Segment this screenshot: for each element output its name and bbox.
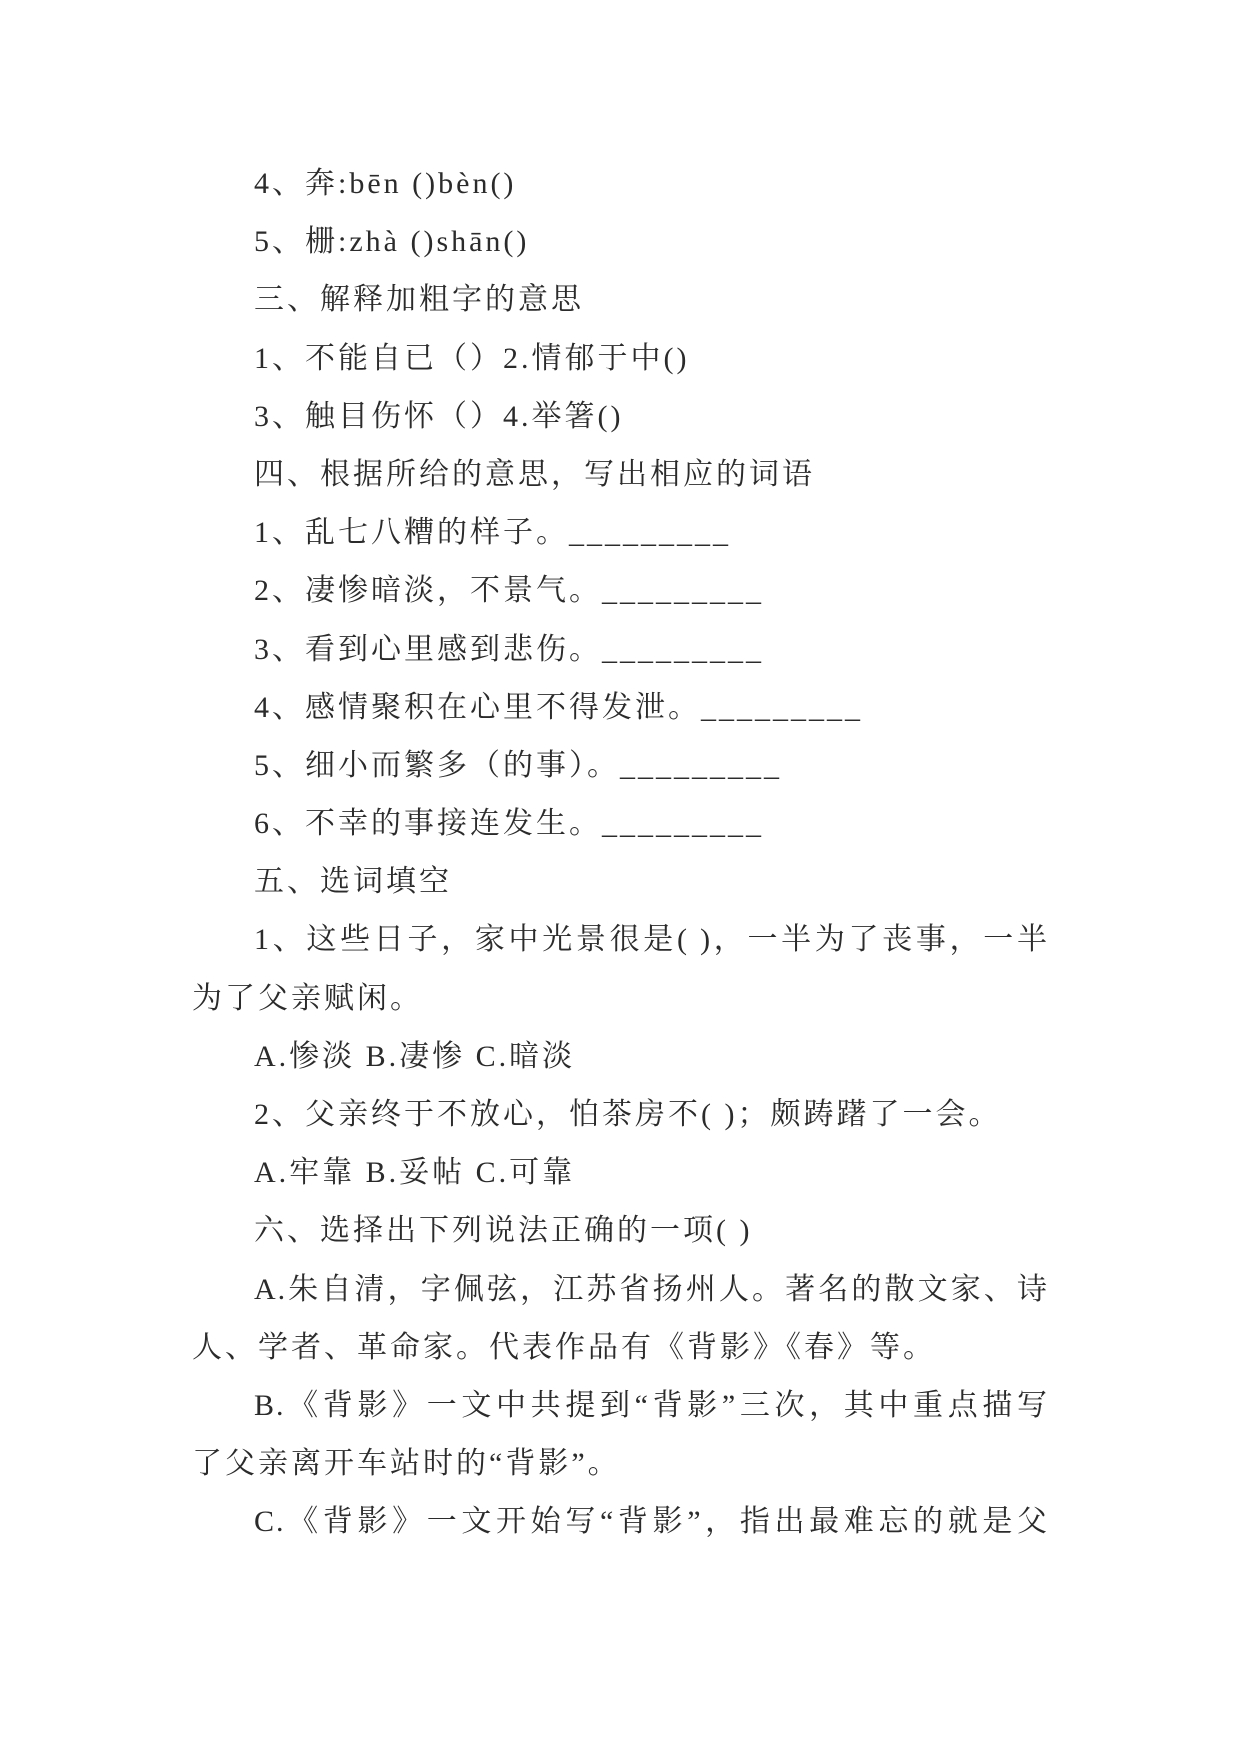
question-text: 为了父亲赋闲。 [192, 981, 423, 1015]
option-text: 了父亲离开车站时的“背影”。 [192, 1447, 621, 1481]
option-text: A.朱自清，字佩弦，江苏省扬州人。著名的散文家、诗 [254, 1272, 1049, 1306]
answer-choices: A.牢靠 B.妥帖 C.可靠 [254, 1156, 576, 1190]
fill-blank-item: 3、看到心里感到悲伤。_________ [254, 632, 764, 666]
question-item: 3、触目伤怀（）4.举箸() [254, 399, 624, 433]
option-text: B.《背影》一文中共提到“背影”三次，其中重点描写 [254, 1388, 1049, 1422]
pinyin-item: 5、栅:zhà ()shān() [254, 225, 530, 259]
pinyin-item: 4、奔:bēn ()bèn() [254, 167, 517, 200]
fill-blank-item: 5、细小而繁多（的事）。_________ [254, 748, 782, 782]
question-text: 2、父亲终于不放心，怕茶房不( )；颇踌躇了一会。 [254, 1098, 1002, 1131]
option-text: 人、学者、革命家。代表作品有《背影》《春》等。 [192, 1330, 936, 1364]
question-item: 1、不能自已（）2.情郁于中() [254, 341, 690, 375]
fill-blank-item: 6、不幸的事接连发生。_________ [254, 807, 764, 841]
section-heading: 六、选择出下列说法正确的一项( ) [254, 1214, 753, 1248]
document-body [192, 155, 1049, 1552]
answer-choices: A.惨淡 B.凄惨 C.暗淡 [254, 1039, 576, 1073]
fill-blank-item: 1、乱七八糟的样子。_________ [254, 516, 731, 550]
section-heading: 四、根据所给的意思，写出相应的词语 [254, 457, 815, 491]
section-heading: 三、解释加粗字的意思 [254, 283, 584, 317]
option-text: C.《背影》一文开始写“背影”，指出最难忘的就是父 [254, 1505, 1049, 1539]
section-heading: 五、选词填空 [254, 865, 452, 899]
fill-blank-item: 2、凄惨暗淡，不景气。_________ [254, 574, 764, 608]
fill-blank-item: 4、感情聚积在心里不得发泄。_________ [254, 690, 863, 724]
question-text: 1、这些日子，家中光景很是( )，一半为了丧事，一半 [254, 923, 1049, 957]
